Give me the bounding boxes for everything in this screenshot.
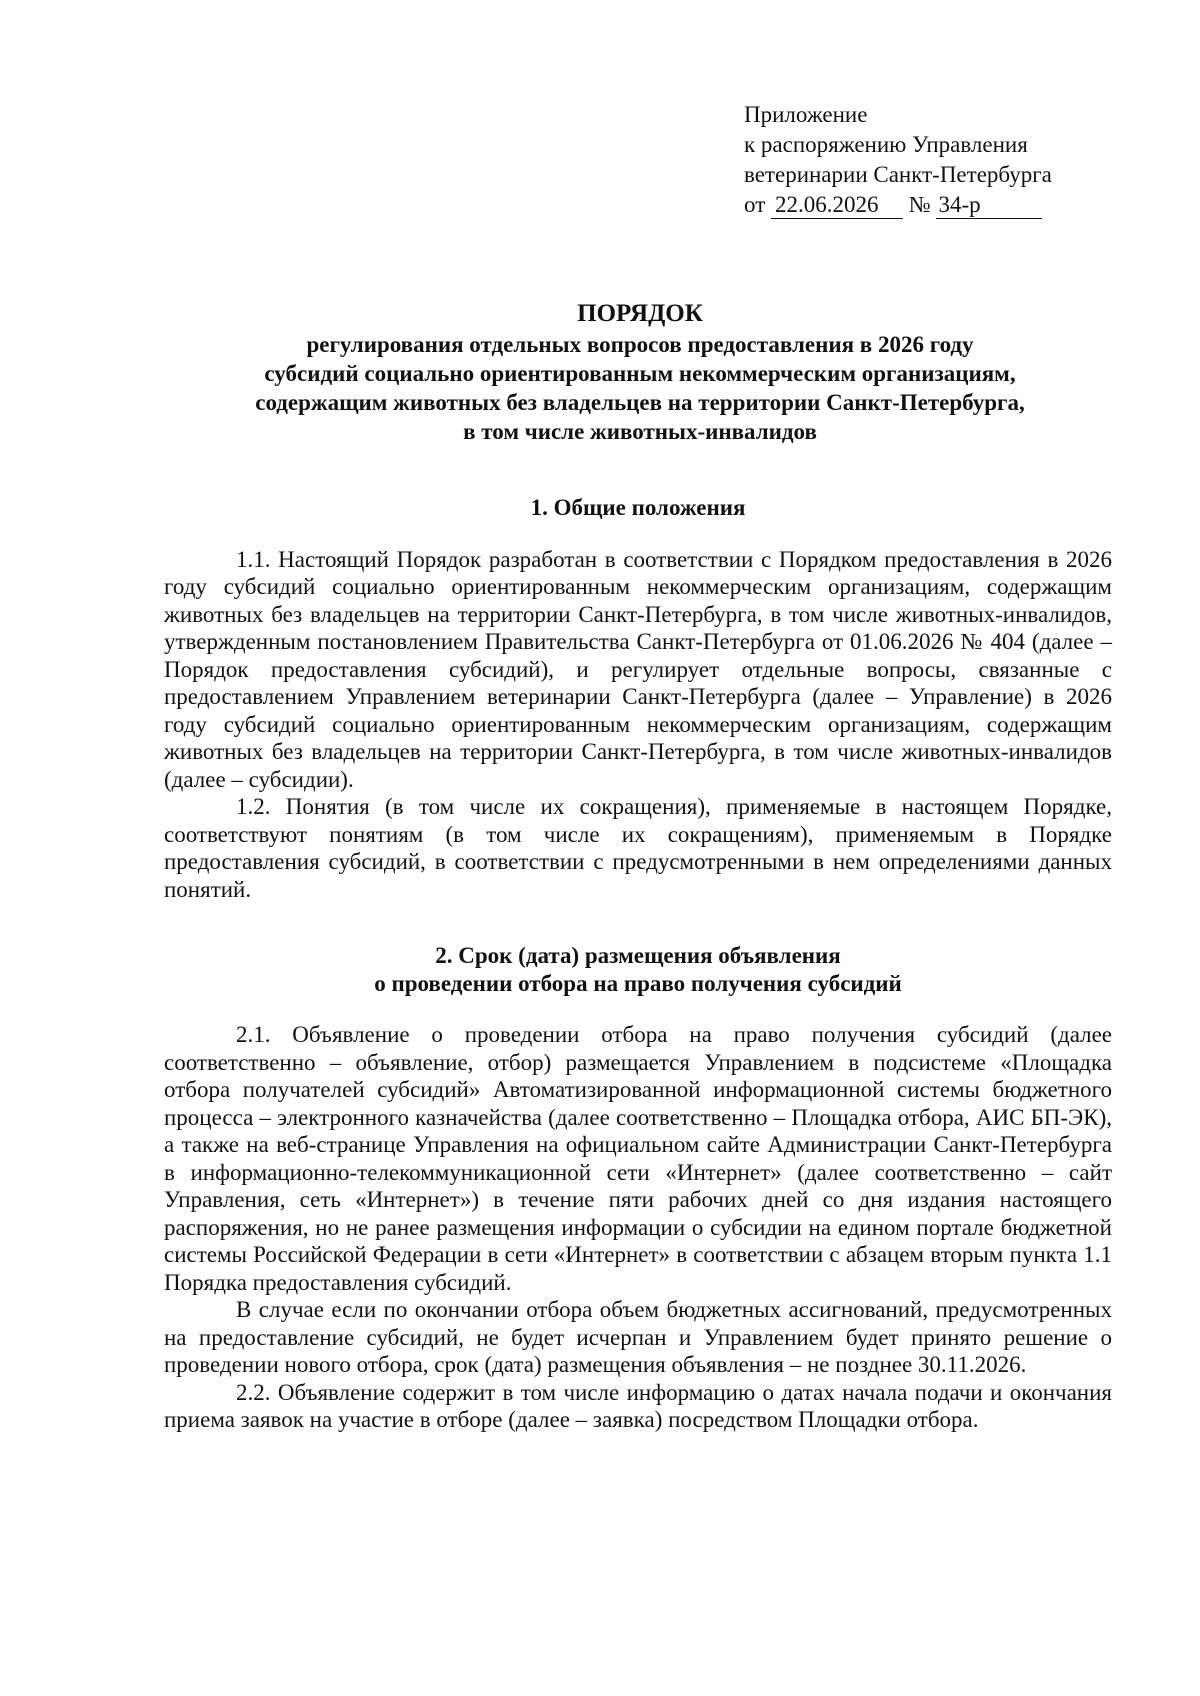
section-general <box>164 494 1112 903</box>
paragraph: 1.2. Понятия (в том числе их сокращения), применяемые в настоящем Порядке, соответствуют понятиям (в том числе их сокращениям), применяемым в Порядке предоставления субсидий, в соответствии с предусмотренными в нем определениями данных понятий. <box>164 794 1112 902</box>
title-line: субсидий социально ориентированным некоммерческим организациям, <box>264 361 1016 386</box>
section-announcement <box>164 942 1112 1434</box>
appendix-header <box>744 100 1052 220</box>
order-number: 34-р <box>936 192 1042 219</box>
paragraph: 2.2. Объявление содержит в том числе информацию о датах начала подачи и окончания приема заявок на участие в отборе (далее – заявка) посредством Площадки отбора. <box>164 1379 1112 1432</box>
appendix-line: ветеринарии Санкт-Петербурга <box>744 162 1052 187</box>
title-main: ПОРЯДОК <box>577 300 703 327</box>
document-title <box>160 298 1120 446</box>
appendix-line: к распоряжению Управления <box>744 132 1028 157</box>
from-label: от <box>744 192 766 217</box>
order-date: 22.06.2026 <box>771 192 903 219</box>
section-heading <box>164 942 1112 997</box>
title-line: в том числе животных-инвалидов <box>463 419 817 444</box>
number-label: № <box>908 192 931 217</box>
order-number-line <box>744 190 1052 220</box>
appendix-line: Приложение <box>744 102 868 127</box>
paragraph: 2.1. Объявление о проведении отбора на право получения субсидий (далее соответственно – объявление, отбор) размещается Управлением в подсистеме «Площадка отбора получателей субсидий» Автоматизированной информационной системы бюджетного процесса – электронного казначейства (далее соответственно – Площадка отбора, АИС БП-ЭК), а также на веб-странице Управления на официальном сайте Администрации Санкт-Петербурга в информационно-телекоммуникационной сети «Интернет» (далее соответственно – сайт Управления, сеть «Интернет») в течение пяти рабочих дней со дня издания настоящего распоряжения, но не ранее размещения информации о субсидии на едином портале бюджетной системы Российской Федерации в сети «Интернет» в соответствии с абзацем вторым пункта 1.1 Порядка предоставления субсидий. <box>164 1022 1112 1295</box>
paragraph: 1.1. Настоящий Порядок разработан в соответствии с Порядком предоставления в 2026 году субсидий социально ориентированным некоммерческим организациям, содержащим животных без владельцев на территории Санкт-Петербурга, в том числе животных-инвалидов, утвержденным постановлением Правительства Санкт-Петербурга от 01.06.2026 № 404 (далее – Порядок предоставления субсидий), и регулирует отдельные вопросы, связанные с предоставлением Управлением ветеринарии Санкт-Петербурга (далее – Управление) в 2026 году субсидий социально ориентированным некоммерческим организациям, содержащим животных без владельцев на территории Санкт-Петербурга, в том числе животных-инвалидов (далее – субсидии). <box>164 546 1112 792</box>
title-line: регулирования отдельных вопросов предоставления в 2026 году <box>306 332 974 357</box>
paragraph: В случае если по окончании отбора объем бюджетных ассигнований, предусмотренных на предоставление субсидий, не будет исчерпан и Управлением будет принято решение о проведении нового отбора, срок (дата) размещения объявления – не позднее 30.11.2026. <box>164 1297 1112 1377</box>
title-line: содержащим животных без владельцев на территории Санкт-Петербурга, <box>255 390 1025 415</box>
section-heading-line: 2. Срок (дата) размещения объявления <box>435 943 841 968</box>
section-heading: 1. Общие положения <box>530 495 746 520</box>
section-heading-line: о проведении отбора на право получения субсидий <box>374 970 902 996</box>
